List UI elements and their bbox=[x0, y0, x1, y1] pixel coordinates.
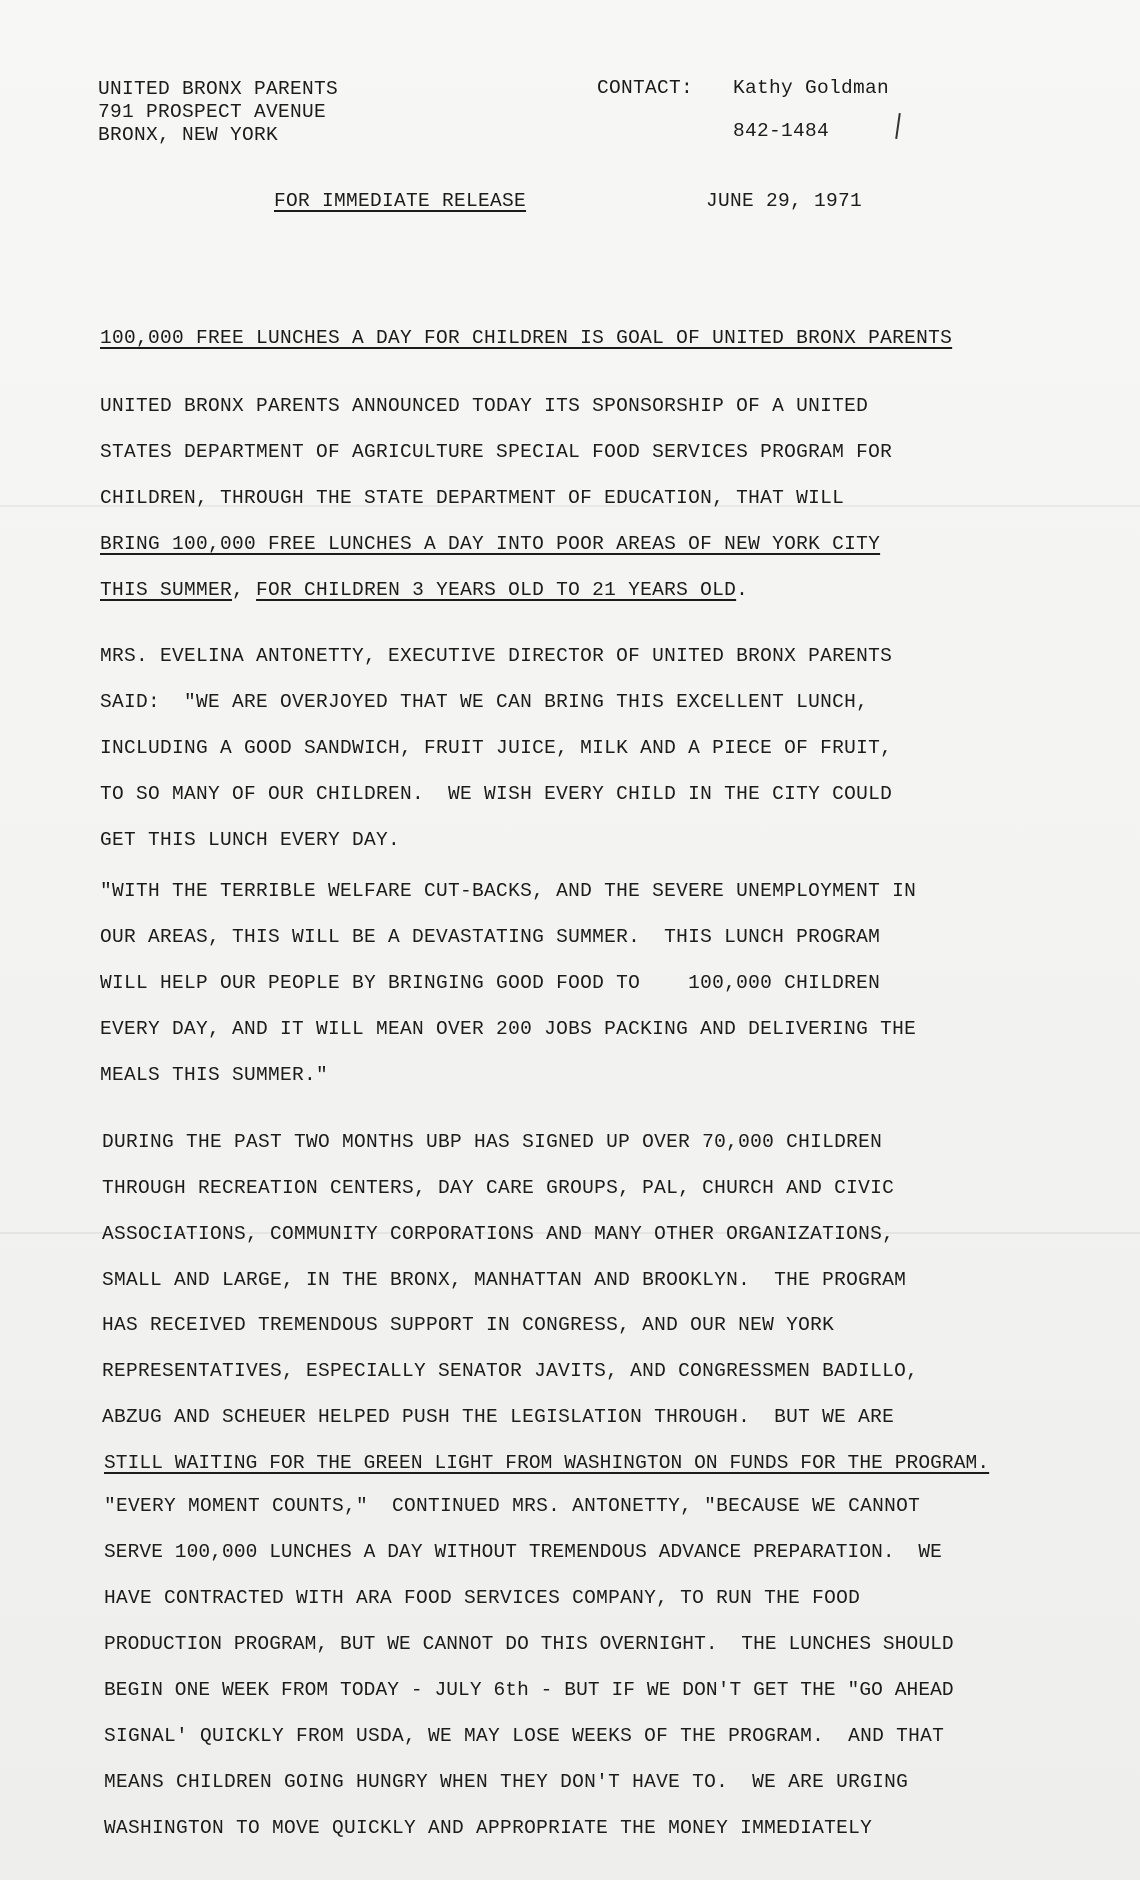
underlined-phrase: THIS SUMMER bbox=[100, 579, 233, 601]
paragraph-line: MEANS CHILDREN GOING HUNGRY WHEN THEY DON'T HAVE TO. WE ARE URGING bbox=[104, 1771, 909, 1793]
paragraph-line: BEGIN ONE WEEK FROM TODAY - JULY 6th - BUT IF WE DON'T GET THE "GO AHEAD bbox=[104, 1679, 954, 1701]
paragraph-line: MRS. EVELINA ANTONETTY, EXECUTIVE DIRECTOR OF UNITED BRONX PARENTS bbox=[100, 645, 893, 667]
paragraph-line: THROUGH RECREATION CENTERS, DAY CARE GROUPS, PAL, CHURCH AND CIVIC bbox=[102, 1177, 895, 1199]
paragraph-line: MEALS THIS SUMMER." bbox=[100, 1064, 329, 1086]
paragraph-line: THIS SUMMER, FOR CHILDREN 3 YEARS OLD TO 21 YEARS OLD. bbox=[100, 579, 749, 601]
paragraph-line: SIGNAL' QUICKLY FROM USDA, WE MAY LOSE WEEKS OF THE PROGRAM. AND THAT bbox=[104, 1725, 945, 1747]
pen-mark bbox=[895, 113, 901, 139]
org-address-line-1: 791 PROSPECT AVENUE bbox=[98, 101, 327, 123]
org-address-line-2: BRONX, NEW YORK bbox=[98, 124, 279, 146]
paragraph-line: EVERY DAY, AND IT WILL MEAN OVER 200 JOBS PACKING AND DELIVERING THE bbox=[100, 1018, 917, 1040]
paragraph-line: CHILDREN, THROUGH THE STATE DEPARTMENT OF EDUCATION, THAT WILL bbox=[100, 487, 845, 509]
paragraph-line: UNITED BRONX PARENTS ANNOUNCED TODAY ITS SPONSORSHIP OF A UNITED bbox=[100, 395, 869, 417]
paragraph-line: SMALL AND LARGE, IN THE BRONX, MANHATTAN AND BROOKLYN. THE PROGRAM bbox=[102, 1269, 907, 1291]
paragraph-line: INCLUDING A GOOD SANDWICH, FRUIT JUICE, MILK AND A PIECE OF FRUIT, bbox=[100, 737, 893, 759]
release-date: JUNE 29, 1971 bbox=[706, 190, 863, 212]
contact-label: CONTACT: bbox=[597, 77, 694, 99]
paragraph-line: STATES DEPARTMENT OF AGRICULTURE SPECIAL FOOD SERVICES PROGRAM FOR bbox=[100, 441, 893, 463]
paragraph-line: PRODUCTION PROGRAM, BUT WE CANNOT DO THIS OVERNIGHT. THE LUNCHES SHOULD bbox=[104, 1633, 954, 1655]
paragraph-line: REPRESENTATIVES, ESPECIALLY SENATOR JAVITS, AND CONGRESSMEN BADILLO, bbox=[102, 1360, 919, 1382]
paragraph-line: ASSOCIATIONS, COMMUNITY CORPORATIONS AND MANY OTHER ORGANIZATIONS, bbox=[102, 1223, 895, 1245]
release-label: FOR IMMEDIATE RELEASE bbox=[274, 190, 527, 212]
headline: 100,000 FREE LUNCHES A DAY FOR CHILDREN IS GOAL OF UNITED BRONX PARENTS bbox=[100, 327, 953, 349]
contact-name: Kathy Goldman bbox=[733, 77, 890, 99]
contact-phone: 842-1484 bbox=[733, 120, 830, 142]
paragraph-line: GET THIS LUNCH EVERY DAY. bbox=[100, 829, 401, 851]
paragraph-line-underlined: STILL WAITING FOR THE GREEN LIGHT FROM WASHINGTON ON FUNDS FOR THE PROGRAM. bbox=[104, 1452, 990, 1474]
paragraph-line: SAID: "WE ARE OVERJOYED THAT WE CAN BRING THIS EXCELLENT LUNCH, bbox=[100, 691, 869, 713]
paragraph-line: OUR AREAS, THIS WILL BE A DEVASTATING SUMMER. THIS LUNCH PROGRAM bbox=[100, 926, 881, 948]
paragraph-line: ABZUG AND SCHEUER HELPED PUSH THE LEGISLATION THROUGH. BUT WE ARE bbox=[102, 1406, 895, 1428]
paragraph-line: TO SO MANY OF OUR CHILDREN. WE WISH EVERY CHILD IN THE CITY COULD bbox=[100, 783, 893, 805]
paragraph-line: DURING THE PAST TWO MONTHS UBP HAS SIGNED UP OVER 70,000 CHILDREN bbox=[102, 1131, 883, 1153]
paragraph-line: HAS RECEIVED TREMENDOUS SUPPORT IN CONGRESS, AND OUR NEW YORK bbox=[102, 1314, 835, 1336]
paragraph-line: SERVE 100,000 LUNCHES A DAY WITHOUT TREMENDOUS ADVANCE PREPARATION. WE bbox=[104, 1541, 942, 1563]
org-name: UNITED BRONX PARENTS bbox=[98, 78, 339, 100]
paragraph-line: HAVE CONTRACTED WITH ARA FOOD SERVICES COMPANY, TO RUN THE FOOD bbox=[104, 1587, 861, 1609]
paragraph-line: WASHINGTON TO MOVE QUICKLY AND APPROPRIATE THE MONEY IMMEDIATELY bbox=[104, 1817, 873, 1839]
paragraph-line: "EVERY MOMENT COUNTS," CONTINUED MRS. ANTONETTY, "BECAUSE WE CANNOT bbox=[104, 1495, 921, 1517]
underlined-phrase: FOR CHILDREN 3 YEARS OLD TO 21 YEARS OLD bbox=[256, 579, 737, 601]
paragraph-line: WILL HELP OUR PEOPLE BY BRINGING GOOD FOOD TO 100,000 CHILDREN bbox=[100, 972, 881, 994]
paragraph-line: "WITH THE TERRIBLE WELFARE CUT-BACKS, AND THE SEVERE UNEMPLOYMENT IN bbox=[100, 880, 917, 902]
paragraph-line-underlined: BRING 100,000 FREE LUNCHES A DAY INTO POOR AREAS OF NEW YORK CITY bbox=[100, 533, 881, 555]
